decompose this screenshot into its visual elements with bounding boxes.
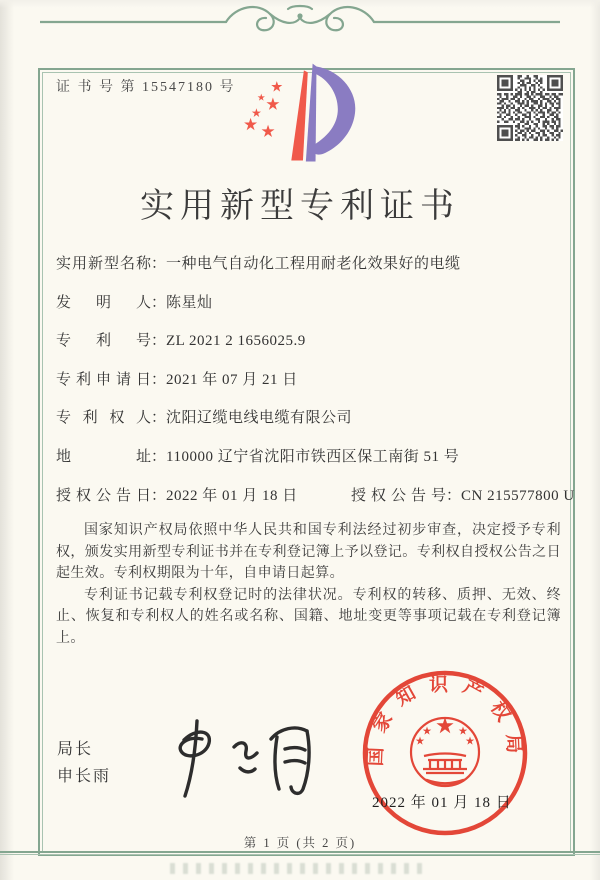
field-label: 专利权人 — [56, 410, 151, 427]
field-row-filing-date: 专利申请日：2021 年 07 月 21 日 — [56, 361, 561, 400]
field-row-name: 实用新型名称：一种电气自动化工程用耐老化效果好的电缆 — [56, 245, 561, 284]
field-label: 专利号 — [56, 333, 151, 350]
field-value: 陈星灿 — [166, 294, 213, 311]
certificate-number: 证 书 号 第 15547180 号 — [56, 80, 236, 95]
field-label: 发明人 — [56, 294, 151, 311]
paper-edge-shading-left — [0, 0, 14, 880]
director-signature-icon — [158, 716, 328, 801]
qr-code — [497, 75, 563, 141]
field-row-patentee: 专利权人：沈阳辽缆电线电缆有限公司 — [56, 399, 561, 438]
field-row-patent-no: 专利号：ZL 2021 2 1656025.9 — [56, 322, 561, 361]
field-value: 110000 辽宁省沈阳市铁西区保工南街 51 号 — [166, 448, 460, 465]
fields-section — [56, 245, 575, 515]
cover-edge-bottom-marks — [170, 863, 430, 874]
legal-paragraph: 专利证书记载专利权登记时的法律状况。专利权的转移、质押、无效、终止、恢复和专利权人的姓名或名称、国籍、地址变更等事项记载在专利登记簿上。 — [56, 587, 561, 646]
cnipa-logo-icon — [238, 60, 364, 170]
field-value: ZL 2021 2 1656025.9 — [166, 333, 306, 350]
field-row-address: 地址：110000 辽宁省沈阳市铁西区保工南街 51 号 — [56, 438, 561, 477]
field-value: 一种电气自动化工程用耐老化效果好的电缆 — [166, 256, 461, 272]
cover-edge-bottom-line — [0, 851, 600, 855]
page-number-footer: 第 1 页 (共 2 页) — [243, 836, 357, 850]
field-value: 沈阳辽缆电线电缆有限公司 — [166, 410, 353, 427]
certificate-title: 实用新型专利证书 — [140, 188, 460, 225]
field-label: 实用新型名称 — [56, 256, 151, 272]
seal-date: 2022 年 01 月 18 日 — [372, 795, 512, 811]
legal-text-section — [56, 520, 561, 649]
field-label: 授权公告号 — [351, 487, 446, 504]
field-row-inventor: 发明人：陈星灿 — [56, 284, 561, 323]
field-value: CN 215577800 U — [461, 487, 575, 504]
paper-edge-shading-right — [590, 0, 600, 880]
field-label: 地址 — [56, 448, 151, 465]
grant-number-pair: 授权公告号：CN 215577800 U — [351, 477, 575, 516]
seal-circular-text: 国家知识产权局 — [365, 674, 525, 767]
legal-paragraph: 国家知识产权局依照中华人民共和国专利法经过初步审查，决定授予专利权，颁发实用新型专利证书并在专利登记簿上予以登记。专利权自授权公告之日起生效。专利权期限为十年，自申请日起算。 — [56, 523, 561, 581]
field-label: 专利申请日 — [56, 371, 151, 388]
field-value: 2022 年 01 月 18 日 — [166, 487, 298, 504]
issuer-name: 申长雨 — [57, 768, 112, 785]
field-row-grant: 授权公告日：2022 年 01 月 18 日 授权公告号：CN 215577800 U — [56, 477, 561, 516]
official-seal-icon — [360, 668, 530, 838]
field-value: 2021 年 07 月 21 日 — [166, 371, 298, 388]
field-label: 授权公告日 — [56, 487, 151, 504]
issuer-title: 局长 — [57, 741, 94, 758]
cover-edge-ornament-icon — [40, 4, 560, 40]
